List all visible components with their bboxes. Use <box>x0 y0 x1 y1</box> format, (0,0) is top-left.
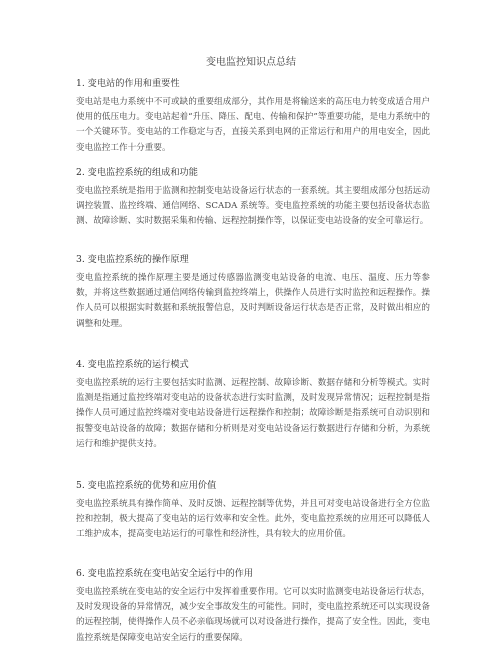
section-heading: 3. 变电监控系统的操作原理 <box>76 254 189 265</box>
section-paragraph: 变电监控系统是指用于监测和控制变电站设备运行状态的一套系统。其主要组成部分包括远动调控装置、监控终端、通信网络、SCADA 系统等。变电监控系统的功能主要包括设备状态监测、故障诊断、实时数据采集和传输、远程控制操作等，以保证变电站设备的安全可靠运行。 <box>76 186 430 227</box>
section-1 <box>76 78 430 156</box>
section-heading: 5. 变电监控系统的优势和应用价值 <box>76 480 217 491</box>
section-paragraph: 变电监控系统的运行主要包括实时监测、远程控制、故障诊断、数据存储和分析等模式。实时监测是指通过监控终端对变电站的设备状态进行实时监测，及时发现异常情况；远程控制是指操作人员可通过监控终端对变电站设备进行远程操作和控制；故障诊断是指系统可自动识别和报警变电站设备的故障；数据存储和分析则是对变电站设备运行数据进行存储和分析，为系统运行和维护提供支持。 <box>76 378 430 449</box>
section-2 <box>76 167 430 230</box>
section-4 <box>76 359 430 452</box>
section-heading: 6. 变电监控系统在变电站安全运行中的作用 <box>76 568 254 579</box>
document-title: 变电监控知识点总结 <box>206 57 296 68</box>
section-heading: 2. 变电监控系统的组成和功能 <box>76 167 198 178</box>
section-5 <box>76 480 430 543</box>
section-3 <box>76 254 430 332</box>
section-6 <box>76 568 430 646</box>
section-paragraph: 变电监控系统在变电站的安全运行中发挥着重要作用。它可以实时监测变电站设备运行状态，及时发现设备的异常情况，减少安全事故发生的可能性。同时，变电监控系统还可以实现设备的远程控制，使得操作人员不必亲临现场就可以对设备进行操作，提高了安全性。因此，变电监控系统是保障变电站安全运行的重要保障。 <box>76 587 430 643</box>
section-heading: 4. 变电监控系统的运行模式 <box>76 359 189 370</box>
section-paragraph: 变电站是电力系统中不可或缺的重要组成部分，其作用是将输送来的高压电力转变成适合用户使用的低压电力。变电站起着“升压、降压、配电、传输和保护”等重要功能，是电力系统中的一个关键环节。变电站的工作稳定与否，直接关系到电网的正常运行和用户的用电安全，因此变电监控工作十分重要。 <box>76 97 430 153</box>
section-paragraph: 变电监控系统的操作原理主要是通过传感器监测变电站设备的电流、电压、温度、压力等参数，并将这些数据通过通信网络传输到监控终端上，供操作人员进行实时监控和远程操作。操作人员可以根据实时数据和系统报警信息，及时判断设备运行状态是否正常，及时做出相应的调整和处理。 <box>76 273 430 329</box>
section-paragraph: 变电监控系统具有操作简单、及时反馈、远程控制等优势，并且可对变电站设备进行全方位监控和控制，极大提高了变电站的运行效率和安全性。此外，变电监控系统的应用还可以降低人工维护成本，提高变电站运行的可靠性和经济性，具有较大的应用价值。 <box>76 499 430 540</box>
section-heading: 1. 变电站的作用和重要性 <box>76 78 180 89</box>
